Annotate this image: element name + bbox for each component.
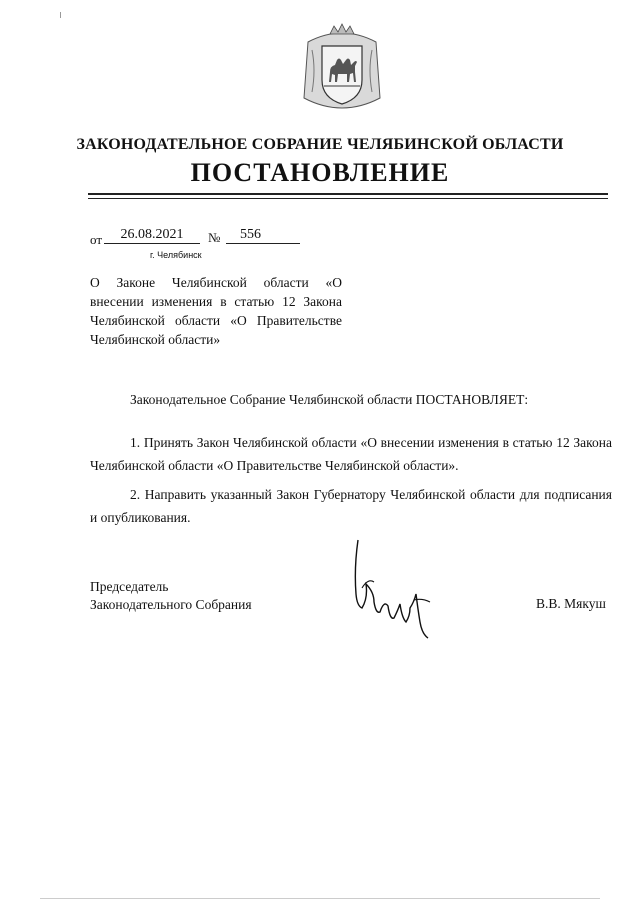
document-subject: О Законе Челябинской области «О внесении изменения в статью 12 Закона Челябинской области «О Правительстве Челябинской области» [90, 275, 342, 347]
scan-mark [60, 12, 61, 18]
header-rule-thin [88, 198, 608, 199]
organization-title: ЗАКОНОДАТЕЛЬНОЕ СОБРАНИЕ ЧЕЛЯБИНСКОЙ ОБЛАСТИ [76, 136, 564, 153]
document-city: г. Челябинск [150, 250, 202, 260]
date-prefix-label: от [90, 232, 103, 247]
preamble-text: Законодательное Собрание Челябинской области ПОСТАНОВЛЯЕТ: [130, 392, 529, 407]
signer-name: В.В. Мякуш [536, 596, 606, 611]
header-rule-thick [88, 193, 608, 195]
resolution-item-2: 2. Направить указанный Закон Губернатору Челябинской области для подписания и опубликования. [90, 487, 612, 525]
document-number: 556 [226, 227, 300, 244]
signer-role-line-1: Председатель [90, 579, 169, 594]
document-type-title: ПОСТАНОВЛЕНИЕ [190, 158, 450, 187]
resolution-item-1: 1. Принять Закон Челябинской области «О внесении изменения в статью 12 Закона Челябинской области «О Правительстве Челябинской области». [90, 435, 612, 473]
signer-role [90, 578, 252, 614]
chelyabinsk-coat-of-arms-icon [300, 20, 384, 120]
scan-bottom-edge [40, 898, 600, 899]
document-date: 26.08.2021 [104, 227, 200, 244]
signer-role-line-2: Законодательного Собрания [90, 597, 252, 612]
handwritten-signature-icon [344, 538, 444, 642]
number-sign-label: № [208, 230, 221, 245]
